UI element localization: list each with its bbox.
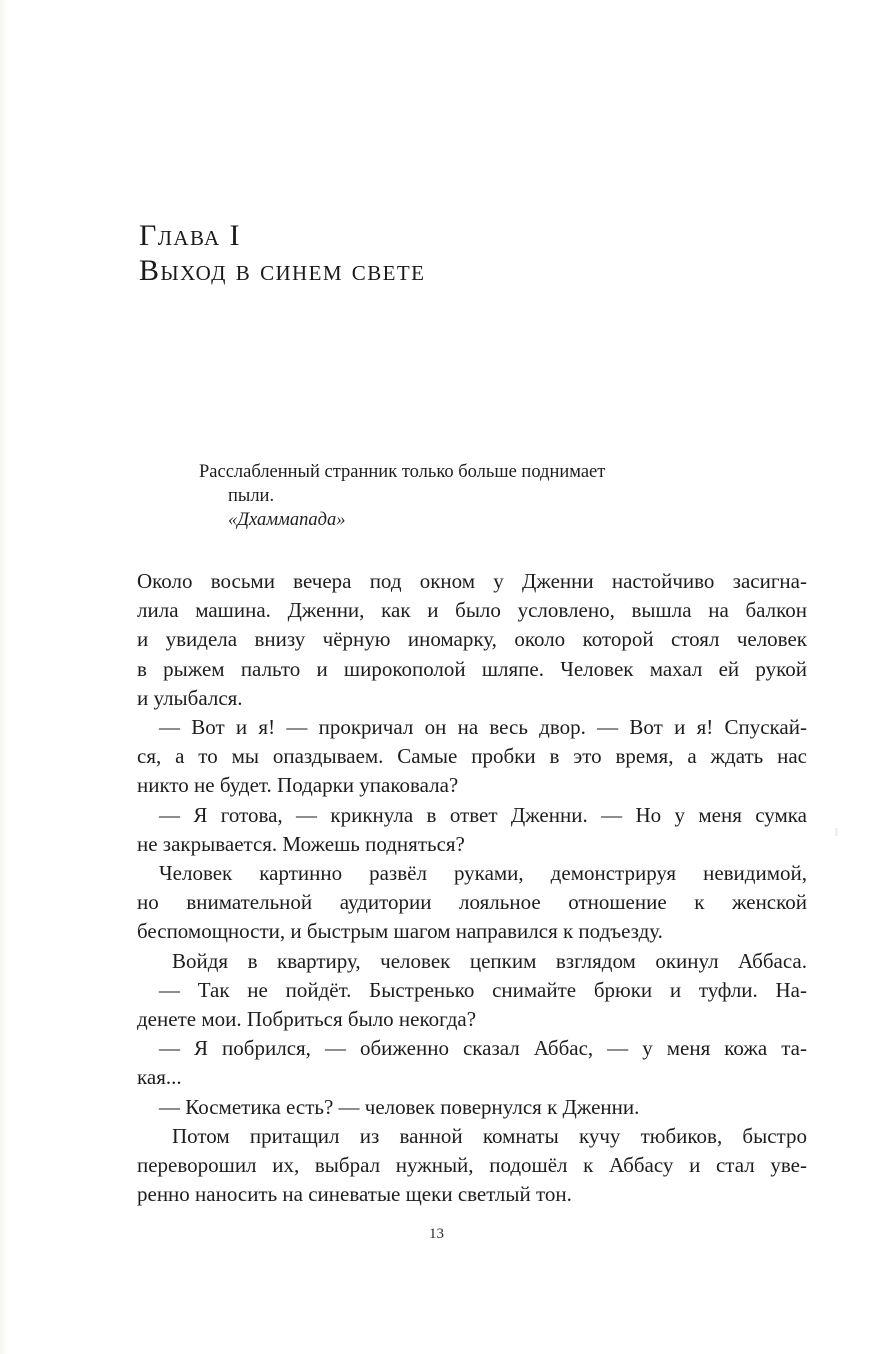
page-number: 13 [429,1226,444,1242]
text-line: Потом притащил из ванной комнаты кучу тюбиков, быстро [172,1123,807,1148]
body-text [137,567,807,1209]
epigraph-line: Расслабленный странник только больше поднимает [199,462,606,482]
text-line: беспомощности, и быстрым шагом направился к подъезду. [137,919,663,944]
text-line: кая... [137,1065,182,1090]
epigraph [199,460,605,532]
text-line: Человек картинно развёл руками, демонстрируя невидимой, [159,861,807,886]
chapter-number: Глава I [139,219,241,252]
text-line: — Так не пойдёт. Быстренько снимайте брюки и туфли. На- [159,977,807,1002]
text-line: — Косметика есть? — человек повернулся к Дженни. [159,1094,640,1119]
text-line: и улыбался. [137,685,243,710]
chapter-heading [139,218,425,288]
text-line: денете мои. Побриться было некогда? [137,1007,477,1032]
text-line: ренно наносить на синеватые щеки светлый тон. [137,1182,572,1207]
text-line: — Я готова, — крикнула в ответ Дженни. — Но у меня сумка [159,802,807,827]
epigraph-line: пыли. [228,486,275,506]
text-line: в рыжем пальто и широкополой шляпе. Человек махал ей рукой [137,656,807,681]
text-line: — Вот и я! — прокричал он на весь двор. — Вот и я! Спускай- [159,715,807,740]
text-line: ся, а то мы опаздываем. Самые пробки в это время, а ждать нас [137,744,807,769]
text-line: лила машина. Дженни, как и было условлено, вышла на балкон [137,598,807,623]
scan-speck [835,828,838,836]
text-line: переворошил их, выбрал нужный, подошёл к Аббасу и стал уве- [137,1153,807,1178]
text-line: никто не будет. Подарки упаковала? [137,773,459,798]
text-line: Войдя в квартиру, человек цепким взглядом окинул Аббаса. [172,948,807,973]
text-line: не закрывается. Можешь подняться? [137,831,465,856]
chapter-title: Выход в синем свете [139,254,426,287]
text-line: и увидела внизу чёрную иномарку, около которой стоял человек [137,627,807,652]
text-line: — Я побрился, — обиженно сказал Аббас, — у меня кожа та- [159,1036,807,1061]
text-line: Около восьми вечера под окном у Дженни настойчиво засигна- [137,569,807,593]
text-line: но внимательной аудитории лояльное отношение к женской [137,890,807,915]
epigraph-source: «Дхаммапада» [228,510,346,530]
